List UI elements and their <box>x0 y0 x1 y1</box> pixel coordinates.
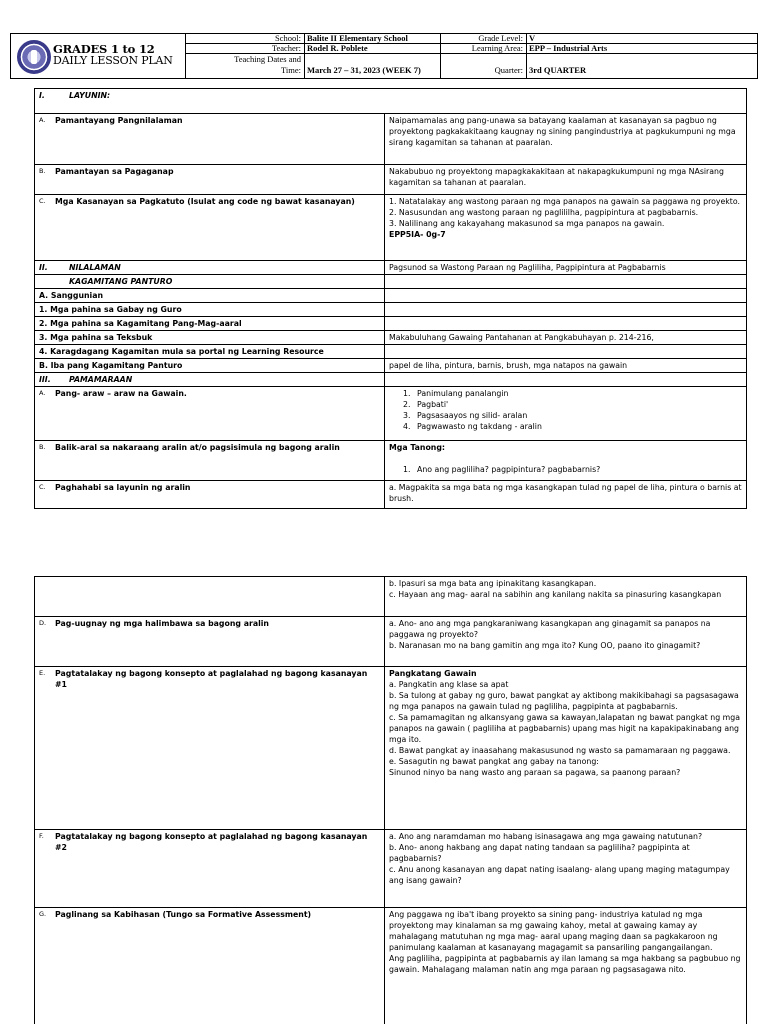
pangkatang-gawain-title: Pangkatang Gawain <box>389 669 477 678</box>
teksbuk-label: 3. Mga pahina sa Teksbuk <box>35 331 385 345</box>
nilalaman-label: NILALAMAN <box>69 263 121 272</box>
row-pag-uugnay: D. Pag-uugnay ng mga halimbawa sa bagong aralin a. Ano- ano ang mga pangkaraniwang kasangkapan ang ginagamit sa panapos na paggawa ng proyekto? b. Naranasan mo na bang gamitin ang mga ito? Kung OO, paano ito ginagamit? <box>35 617 747 667</box>
row-paghahabi-cont <box>35 577 747 617</box>
layunin-heading: I. LAYUNIN: <box>35 89 747 114</box>
row-value: Naipamamalas ang pang-unawa sa batayang kaalaman at kasanayan sa pagbuo ng proyektong pagkakakitaang kaugnay ng sining pangindustriya at pagkukumpuni ng mga sirang kagamitan sa tahanan at paaralan. <box>385 114 747 165</box>
iba-pang-label: B. Iba pang Kagamitang Panturo <box>35 359 385 373</box>
grade-label: Grade Level: <box>478 33 523 43</box>
sanggunian-label: A. Sanggunian <box>35 289 385 303</box>
header-info-grid <box>186 33 758 79</box>
paglinang-p1: Ang paggawa ng iba't ibang proyekto sa sining pang- industriya katulad ng mga proyektong may kinalaman sa mg gawaing kahoy, metal at gawaing kamay ay mahalagang matutuhan ng mga mag- aaral upang maging daan sa pagkakaroon ng panimulang kaalaman at kasanayang magagamit sa pansariling pangangailangan. <box>389 910 718 952</box>
pagtatalakay-c: c. Anu anong kasanayan ang dapat nating isaalang- alang upang maging matagumpay ang isang gawain? <box>389 865 730 885</box>
kasanayan-3: 3. Nalilinang ang kakayahang makasunod sa mga panapos na gawain. <box>389 219 665 228</box>
row-pamantayang-pangnilalaman: A. Pamantayang Pangnilalaman Naipamamalas ang pang-unawa sa batayang kaalaman at kasanayan sa pagbuo ng proyektong pagkakakitaang kaugnay ng sining pangindustriya at pagkukumpuni ng mga sirang kagamitan sa tahanan at paaralan. <box>35 114 747 165</box>
row-kagamitang-panturo <box>35 275 747 289</box>
kasanayan-code: EPP5IA- 0g-7 <box>389 230 446 239</box>
karagdagang-label: 4. Karagdagang Kagamitan mula sa portal ng Learning Resource <box>35 345 385 359</box>
kagamitang-label: KAGAMITANG PANTURO <box>35 275 385 289</box>
school-label: School: <box>275 33 301 43</box>
header-title-line2: DAILY LESSON PLAN <box>53 54 173 67</box>
row-value: a. Magpakita sa mga bata ng mga kasangkapan tulad ng papel de liha, pintura o barnis at brush. <box>385 481 747 509</box>
gawain-b: b. Sa tulong at gabay ng guro, bawat pangkat ay aktibong makikibahagi sa pagsasagawa ng mga panapos na gawain tulad ng pagliliha, pagpipinta at pagbabarnis. <box>389 691 739 711</box>
list-item: 1. Ano ang pagliliha? pagpipintura? pagbabarnis? <box>403 465 601 474</box>
row-label: Paghahabi sa layunin ng aralin <box>55 483 191 492</box>
header-title-line1: GRADES 1 to 12 <box>53 42 155 56</box>
teacher-label: Teacher: <box>271 43 301 53</box>
list-item: 2. Pagbati' <box>403 400 449 409</box>
header-logo-cell <box>10 33 186 79</box>
gawain-d: d. Bawat pangkat ay inaasahang makasusunod ng wasto sa pamamaraan ng paggawa. <box>389 746 731 755</box>
paghahabi-c: c. Hayaan ang mag- aaral na sabihin ang kanilang nakita sa pinasuring kasangkapan <box>389 590 722 599</box>
layunin-label: LAYUNIN: <box>69 91 111 100</box>
dates-value: March 27 – 31, 2023 (WEEK 7) <box>307 65 421 75</box>
row-label: Mga Kasanayan sa Pagkatuto (Isulat ang code ng bawat kasanayan) <box>55 197 355 206</box>
gabay-label: 1. Mga pahina sa Gabay ng Guro <box>35 303 385 317</box>
pagtatalakay-b: b. Ano- anong hakbang ang dapat nating tandaan sa pagliliha? pagpipinta at pagbabarnis? <box>389 843 690 863</box>
row-paglinang-sa-kabihasan: G. Paglinang sa Kabihasan (Tungo sa Formative Assessment) Ang paggawa ng iba't ibang proyekto sa sining pang- industriya katulad ng mga proyektong may kinalaman sa mg gawaing kahoy, metal at gawaing kamay ay mahalagang matutuhan ng mga mag- aaral upang maging daan sa pagkakaroon ng panimulang kaalaman at kasanayang magagamit sa pansariling pangangailangan. Ang pagliliha, pagpipinta at pagbabarnis ay ilan lamang sa mga hakbang sa pagbubuo ng gawain. Mahalagang malaman natin ang mga paraan ng pagsasagawa nito. <box>35 908 747 1024</box>
pag-uugnay-a: a. Ano- ano ang mga pangkaraniwang kasangkapan ang ginagamit sa panapos na paggawa ng proyekto? <box>389 619 711 639</box>
row-nilalaman: II. NILALAMAN Pagsunod sa Wastong Paraan ng Pagliliha, Pagpipintura at Pagbabarnis <box>35 261 747 275</box>
layunin-row <box>35 89 747 114</box>
row-balik-aral: B. Balik-aral sa nakaraang aralin at/o pagsisimula ng bagong aralin Mga Tanong: 1. Ano ang pagliliha? pagpipintura? pagbabarnis? <box>35 441 747 481</box>
nilalaman-value: Pagsunod sa Wastong Paraan ng Pagliliha, Pagpipintura at Pagbabarnis <box>385 261 747 275</box>
row-pang-araw-araw: A. Pang- araw – araw na Gawain. 1. Panimulang panalangin 2. Pagbati' 3. Pagsasaayos ng silid- aralan 4. Pagwawasto ng takdang - aralin <box>35 387 747 441</box>
row-label: Pagtatalakay ng bagong konsepto at paglalahad ng bagong kasanayan #1 <box>55 669 368 689</box>
list-item: 4. Pagwawasto ng takdang - aralin <box>403 422 542 431</box>
row-gabay-ng-guro <box>35 303 747 317</box>
row-teksbuk <box>35 331 747 345</box>
row-karagdagang-kagamitan <box>35 345 747 359</box>
paghahabi-b: b. Ipasuri sa mga bata ang ipinakitang kasangkapan. <box>389 579 597 588</box>
area-value: EPP – Industrial Arts <box>529 43 608 53</box>
row-value: Nakabubuo ng proyektong mapagkakakitaan at nakapagkukumpuni ng mga NAsirang kagamitan sa tahanan at paaralan. <box>385 165 747 195</box>
mag-aaral-label: 2. Mga pahina sa Kagamitang Pang-Mag-aaral <box>35 317 385 331</box>
list-item: 3. Pagsasaayos ng silid- aralan <box>403 411 528 420</box>
quarter-value: 3rd QUARTER <box>529 65 587 75</box>
gawain-c: c. Sa pamamagitan ng alkansyang gawa sa kawayan,lalapatan ng bawat pangkat ng mga panapos na gawain ( pagliliha at pagbabarnis) upang mas higit na kapakipakinabang ang mga ito. <box>389 713 740 744</box>
grade-value: V <box>529 33 536 43</box>
row-iba-pang-kagamitan <box>35 359 747 373</box>
row-pamamaraan: III. PAMAMARAAN <box>35 373 747 387</box>
pag-uugnay-b: b. Naranasan mo na bang gamitin ang mga ito? Kung OO, paano ito ginagamit? <box>389 641 701 650</box>
kasanayan-2: 2. Nasusundan ang wastong paraan ng paglililha, pagpipintura at pagbabarnis. <box>389 208 699 217</box>
lesson-plan-table-2 <box>34 576 747 1024</box>
dates-label-2: Time: <box>280 65 301 75</box>
gawain-e-question: Sinunod ninyo ba nang wasto ang paraan sa pagawa, sa paanong paraan? <box>389 768 681 777</box>
row-kagamitang-mag-aaral <box>35 317 747 331</box>
row-mga-kasanayan: C. Mga Kasanayan sa Pagkatuto (Isulat ang code ng bawat kasanayan) 1. Natatalakay ang wastong paraan ng mga panapos na gawain sa paggawa ng proyekto. 2. Nasusundan ang wastong paraan ng paglililha, pagpipintura at pagbabarnis. 3. Nalilinang ang kakayahang makasunod sa mga panapos na gawain. EPP5IA- 0g-7 <box>35 195 747 261</box>
row-label: Pamantayang Pangnilalaman <box>55 116 183 125</box>
gawain-list <box>389 388 742 432</box>
row-pamantayan-sa-pagaganap: B. Pamantayan sa Pagaganap Nakabubuo ng proyektong mapagkakakitaan at nakapagkukumpuni ng mga NAsirang kagamitan sa tahanan at paaralan. <box>35 165 747 195</box>
quarter-label: Quarter: <box>494 65 523 75</box>
row-sanggunian <box>35 289 747 303</box>
area-label: Learning Area: <box>471 43 523 53</box>
teksbuk-value: Makabuluhang Gawaing Pantahanan at Pangkabuhayan p. 214-216, <box>385 331 747 345</box>
row-pagtatalakay-2: F. Pagtatalakay ng bagong konsepto at paglalahad ng bagong kasanayan #2 a. Ano ang naramdaman mo habang isinasagawa ang mga gawaing natutunan? b. Ano- anong hakbang ang dapat nating tandaan sa pagliliha? pagpipinta at pagbabarnis? c. Anu anong kasanayan ang dapat nating isaalang- alang upang maging matagumpay ang isang gawain? <box>35 830 747 908</box>
row-label: Pang- araw – araw na Gawain. <box>55 389 187 398</box>
gawain-e: e. Sasagutin ng bawat pangkat ang gabay na tanong: <box>389 757 599 766</box>
teacher-value: Rodel R. Poblete <box>307 43 368 53</box>
dates-label-1: Teaching Dates and <box>234 54 301 64</box>
row-label: Pagtatalakay ng bagong konsepto at paglalahad ng bagong kasanayan #2 <box>55 832 368 852</box>
row-label: Pamantayan sa Pagaganap <box>55 167 174 176</box>
row-paghahabi: C. Paghahabi sa layunin ng aralin a. Magpakita sa mga bata ng mga kasangkapan tulad ng papel de liha, pintura o barnis at brush. <box>35 481 747 509</box>
kasanayan-1: 1. Natatalakay ang wastong paraan ng mga panapos na gawain sa paggawa ng proyekto. <box>389 197 740 206</box>
pamamaraan-label: PAMAMARAAN <box>69 375 133 384</box>
row-label: Pag-uugnay ng mga halimbawa sa bagong aralin <box>55 619 269 628</box>
paglinang-p2: Ang pagliliha, pagpipinta at pagbabarnis ay ilan lamang sa mga hakbang sa pagbubuo ng gawain. Mahalagang malaman natin ang mga paraan ng pagsasagawa nito. <box>389 954 741 974</box>
dlp-header <box>10 33 758 79</box>
deped-seal-icon <box>17 40 51 74</box>
gawain-a: a. Pangkatin ang klase sa apat <box>389 680 509 689</box>
row-pagtatalakay-1: E. Pagtatalakay ng bagong konsepto at paglalahad ng bagong kasanayan #1 Pangkatang Gawain a. Pangkatin ang klase sa apat b. Sa tulong at gabay ng guro, bawat pangkat ay aktibong makikibahagi sa pagsasagawa ng mga panapos na gawain tulad ng pagliliha, pagpipinta at pagbabarnis. c. Sa pamamagitan ng alkansyang gawa sa kawayan,lalapatan ng bawat pangkat ng mga panapos na gawain ( pagliliha at pagbabarnis) upang mas higit na kapakipakinabang ang mga ito. d. Bawat pangkat ay inaasahang makasusunod ng wasto sa pamamaraan ng paggawa. e. Sasagutin ng bawat pangkat ang gabay na tanong: Sinunod ninyo ba nang wasto ang paraan sa pagawa, sa paanong paraan? <box>35 667 747 830</box>
iba-pang-value: papel de liha, pintura, barnis, brush, mga natapos na gawain <box>385 359 747 373</box>
list-item: 1. Panimulang panalangin <box>403 389 509 398</box>
lesson-plan-table-1 <box>34 88 747 509</box>
pagtatalakay-a: a. Ano ang naramdaman mo habang isinasagawa ang mga gawaing natutunan? <box>389 832 703 841</box>
mga-tanong-title: Mga Tanong: <box>389 443 446 452</box>
row-label: Balik-aral sa nakaraang aralin at/o pagsisimula ng bagong aralin <box>55 443 340 452</box>
school-value: Balite II Elementary School <box>307 33 408 43</box>
row-label: Paglinang sa Kabihasan (Tungo sa Formative Assessment) <box>55 910 312 919</box>
